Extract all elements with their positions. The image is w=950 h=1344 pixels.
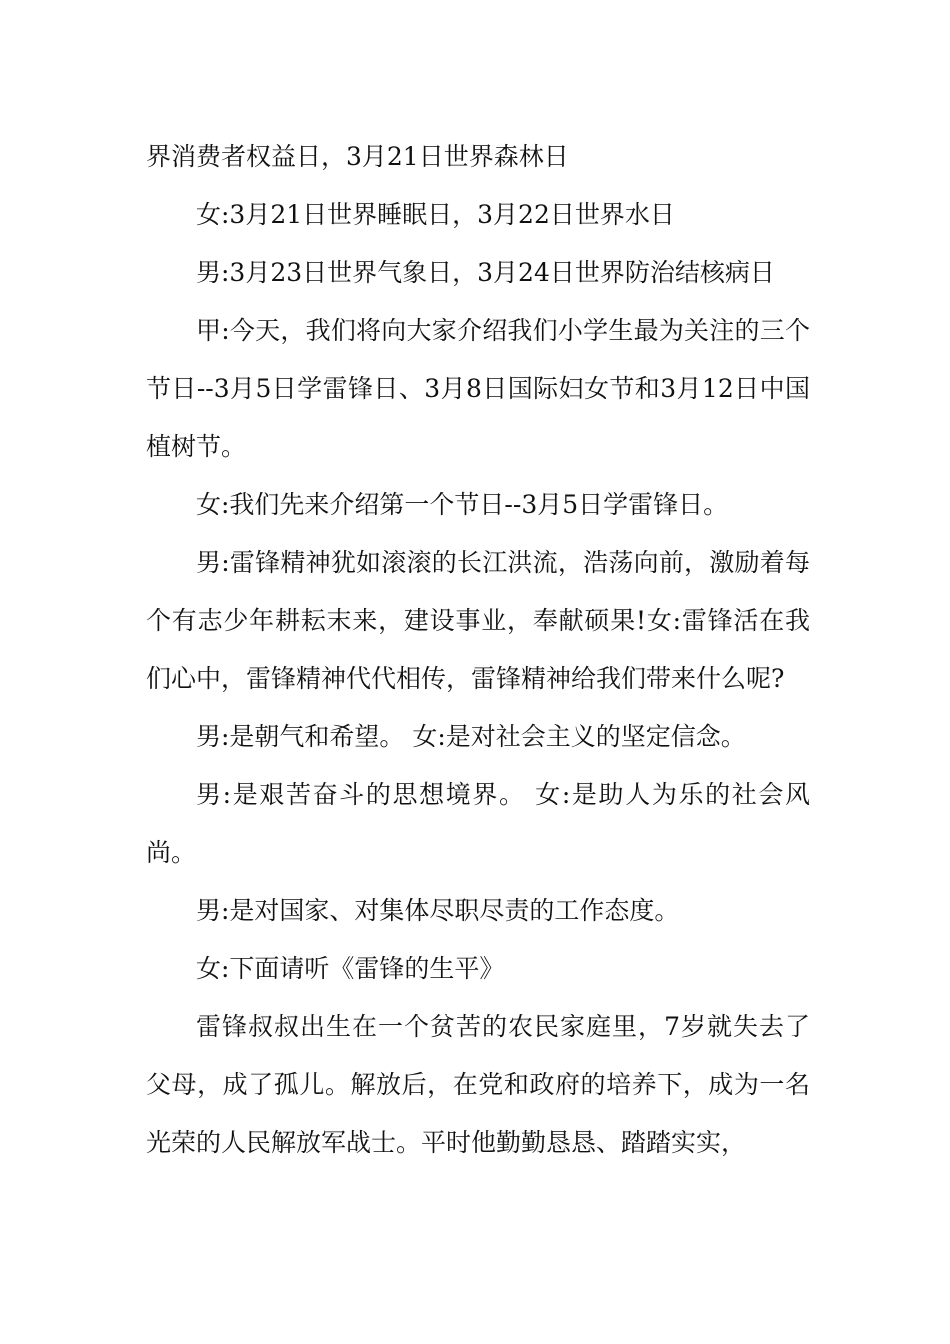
paragraph: 女:我们先来介绍第一个节日--3月5日学雷锋日。: [196, 490, 729, 519]
paragraph: 男:雷锋精神犹如滚滚的长江洪流，浩荡向前，激励着每个有志少年耕耘末来，建设事业，奉献硕果!女:雷锋活在我们心中，雷锋精神代代相传，雷锋精神给我们带来什么呢?: [146, 548, 810, 693]
document-body: [146, 128, 810, 1172]
paragraph: 甲:今天，我们将向大家介绍我们小学生最为关注的三个节日--3月5日学雷锋日、3月8日国际妇女节和3月12日中国植树节。: [146, 316, 810, 461]
paragraph: 男:是艰苦奋斗的思想境界。 女:是助人为乐的社会风尚。: [146, 780, 810, 867]
paragraph: 界消费者权益日，3月21日世界森林日: [146, 142, 569, 171]
paragraph: 雷锋叔叔出生在一个贫苦的农民家庭里，7岁就失去了父母，成了孤儿。解放后，在党和政府的培养下，成为一名光荣的人民解放军战士。平时他勤勤恳恳、踏踏实实，: [146, 1012, 810, 1157]
paragraph: 女:3月21日世界睡眠日，3月22日世界水日: [196, 200, 675, 229]
paragraph: 女:下面请听《雷锋的生平》: [196, 954, 505, 983]
paragraph: 男:是对国家、对集体尽职尽责的工作态度。: [196, 896, 680, 925]
paragraph: 男:是朝气和希望。 女:是对社会主义的坚定信念。: [196, 722, 746, 751]
paragraph: 男:3月23日世界气象日，3月24日世界防治结核病日: [196, 258, 775, 287]
